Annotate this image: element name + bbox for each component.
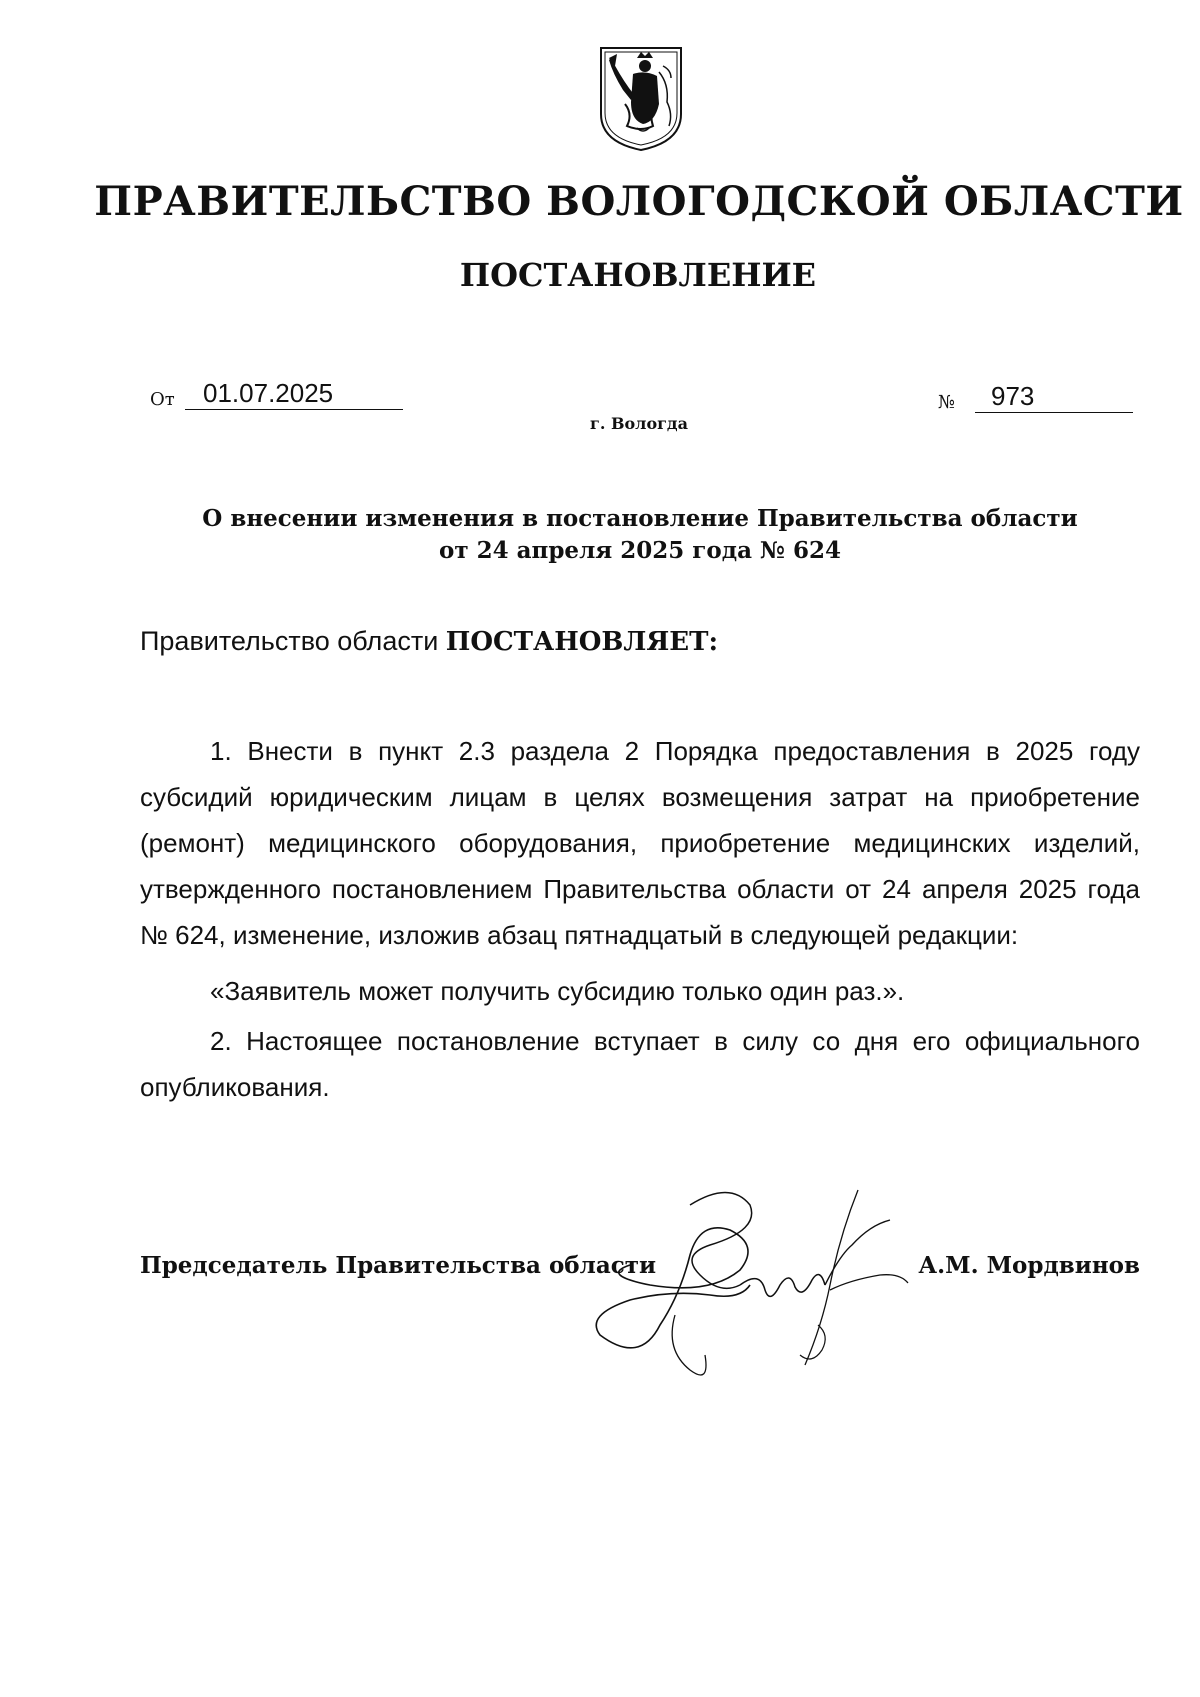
number-value: 973 bbox=[975, 380, 1133, 413]
resolve-word: ПОСТАНОВЛЯЕТ: bbox=[445, 627, 719, 657]
handwritten-signature bbox=[590, 1175, 940, 1395]
paragraph-2: 2. Настоящее постановление вступает в силу со дня его официального опубликования. bbox=[140, 1026, 1140, 1102]
document-subject bbox=[140, 503, 1140, 567]
quote-paragraph: «Заявитель может получить субсидию только один раз.». bbox=[210, 976, 905, 1006]
subject-line-2: от 24 апреля 2025 года № 624 bbox=[439, 537, 841, 564]
resolve-statement bbox=[140, 626, 718, 657]
city: г. Вологда bbox=[590, 414, 688, 433]
signatory-name: А.М. Мордвинов bbox=[918, 1252, 1140, 1279]
document-type: ПОСТАНОВЛЕНИЕ bbox=[459, 256, 817, 294]
signatory-position: Председатель Правительства области bbox=[140, 1252, 657, 1279]
paragraph-1: 1. Внести в пункт 2.3 раздела 2 Порядка предоставления в 2025 году субсидий юридическим лицам в целях возмещения затрат на приобретение (ремонт) медицинского оборудования, приобретение медицинских изделий, утвержденного постановлением Правительства области от 24 апреля 2025 года № 624, изменение, изложив абзац пятнадцатый в следующей редакции: bbox=[140, 736, 1140, 950]
subject-line-1: О внесении изменения в постановление Правительства области bbox=[202, 505, 1078, 532]
organization-title: ПРАВИТЕЛЬСТВО ВОЛОГОДСКОЙ ОБЛАСТИ bbox=[94, 178, 1184, 225]
date-value: 01.07.2025 bbox=[185, 377, 403, 410]
resolve-intro: Правительство области bbox=[140, 626, 446, 656]
number-prefix: № bbox=[938, 392, 956, 413]
coat-of-arms-icon bbox=[597, 44, 685, 154]
date-prefix: От bbox=[150, 389, 175, 410]
